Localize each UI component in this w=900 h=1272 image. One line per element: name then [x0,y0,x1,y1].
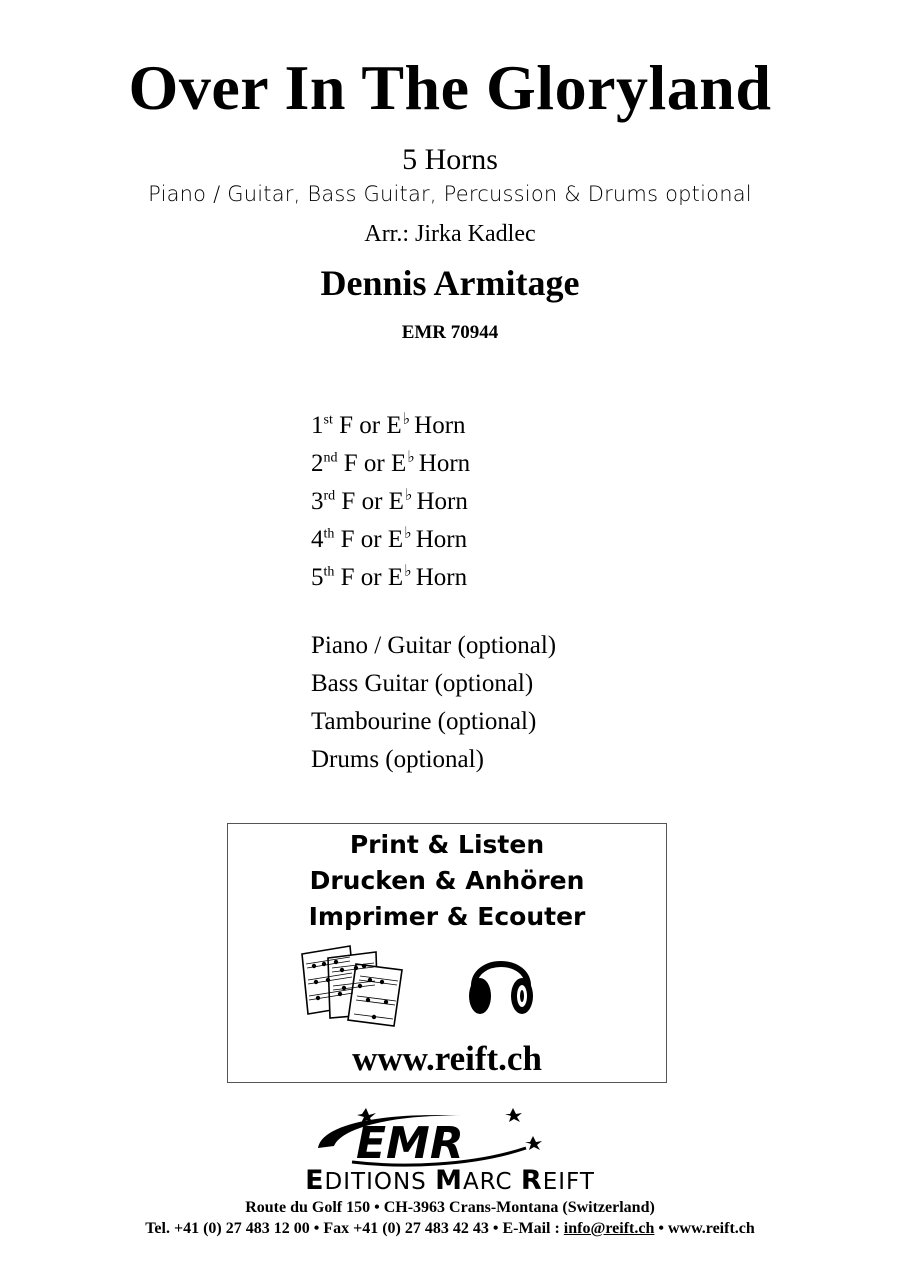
publisher-contact: Tel. +41 (0) 27 483 12 00 • Fax +41 (0) 27 483 42 43 • E-Mail : info@reift.ch • www.reift.ch [145,1220,755,1237]
flat-symbol: ♭ [407,447,415,466]
catalog-number: EMR 70944 [401,322,499,343]
optional-part-item: Tambourine (optional) [311,708,537,735]
part-item: 3rd F or E♭ Horn [311,485,468,515]
headphones-icon [466,944,536,1020]
part-item: 5th F or E♭ Horn [311,561,468,591]
promo-line-german: Drucken & Anhören [309,866,585,895]
flat-symbol: ♭ [404,485,413,504]
emr-logo [312,1108,552,1170]
flat-symbol: ♭ [404,561,412,580]
sheet-music-icon [298,944,410,1028]
title: Over In The Gloryland [128,52,772,123]
parts-list [311,400,470,590]
optional-part-item: Bass Guitar (optional) [311,670,534,697]
instrumentation: Piano / Guitar, Bass Guitar, Percussion & Drums optional [148,182,752,206]
flat-symbol: ♭ [402,409,411,428]
part-item: 4th F or E♭ Horn [311,523,468,553]
optional-part-item: Drums (optional) [311,746,484,773]
email-link[interactable]: info@reift.ch [563,1220,655,1237]
website-url[interactable]: www.reift.ch [352,1039,542,1078]
publisher-address: Route du Golf 150 • CH-3963 Crans-Montana (Switzerland) [245,1199,655,1216]
logo-text: EMR [356,1118,464,1169]
promo-line-english: Print & Listen [349,830,545,859]
composer: Dennis Armitage [320,263,580,303]
flat-symbol: ♭ [404,523,412,542]
publisher-name: EDITIONS MARC REIFT [305,1165,595,1196]
arranger: Arr.: Jirka Kadlec [364,221,536,247]
part-item: 1st F or E♭ Horn [311,409,466,439]
part-item: 2nd F or E♭ Horn [311,447,471,477]
optional-part-item: Piano / Guitar (optional) [311,632,557,659]
subtitle: 5 Horns [402,143,498,176]
print-listen-box [227,823,667,1083]
optional-parts-list [311,627,556,779]
promo-line-french: Imprimer & Ecouter [308,902,586,931]
